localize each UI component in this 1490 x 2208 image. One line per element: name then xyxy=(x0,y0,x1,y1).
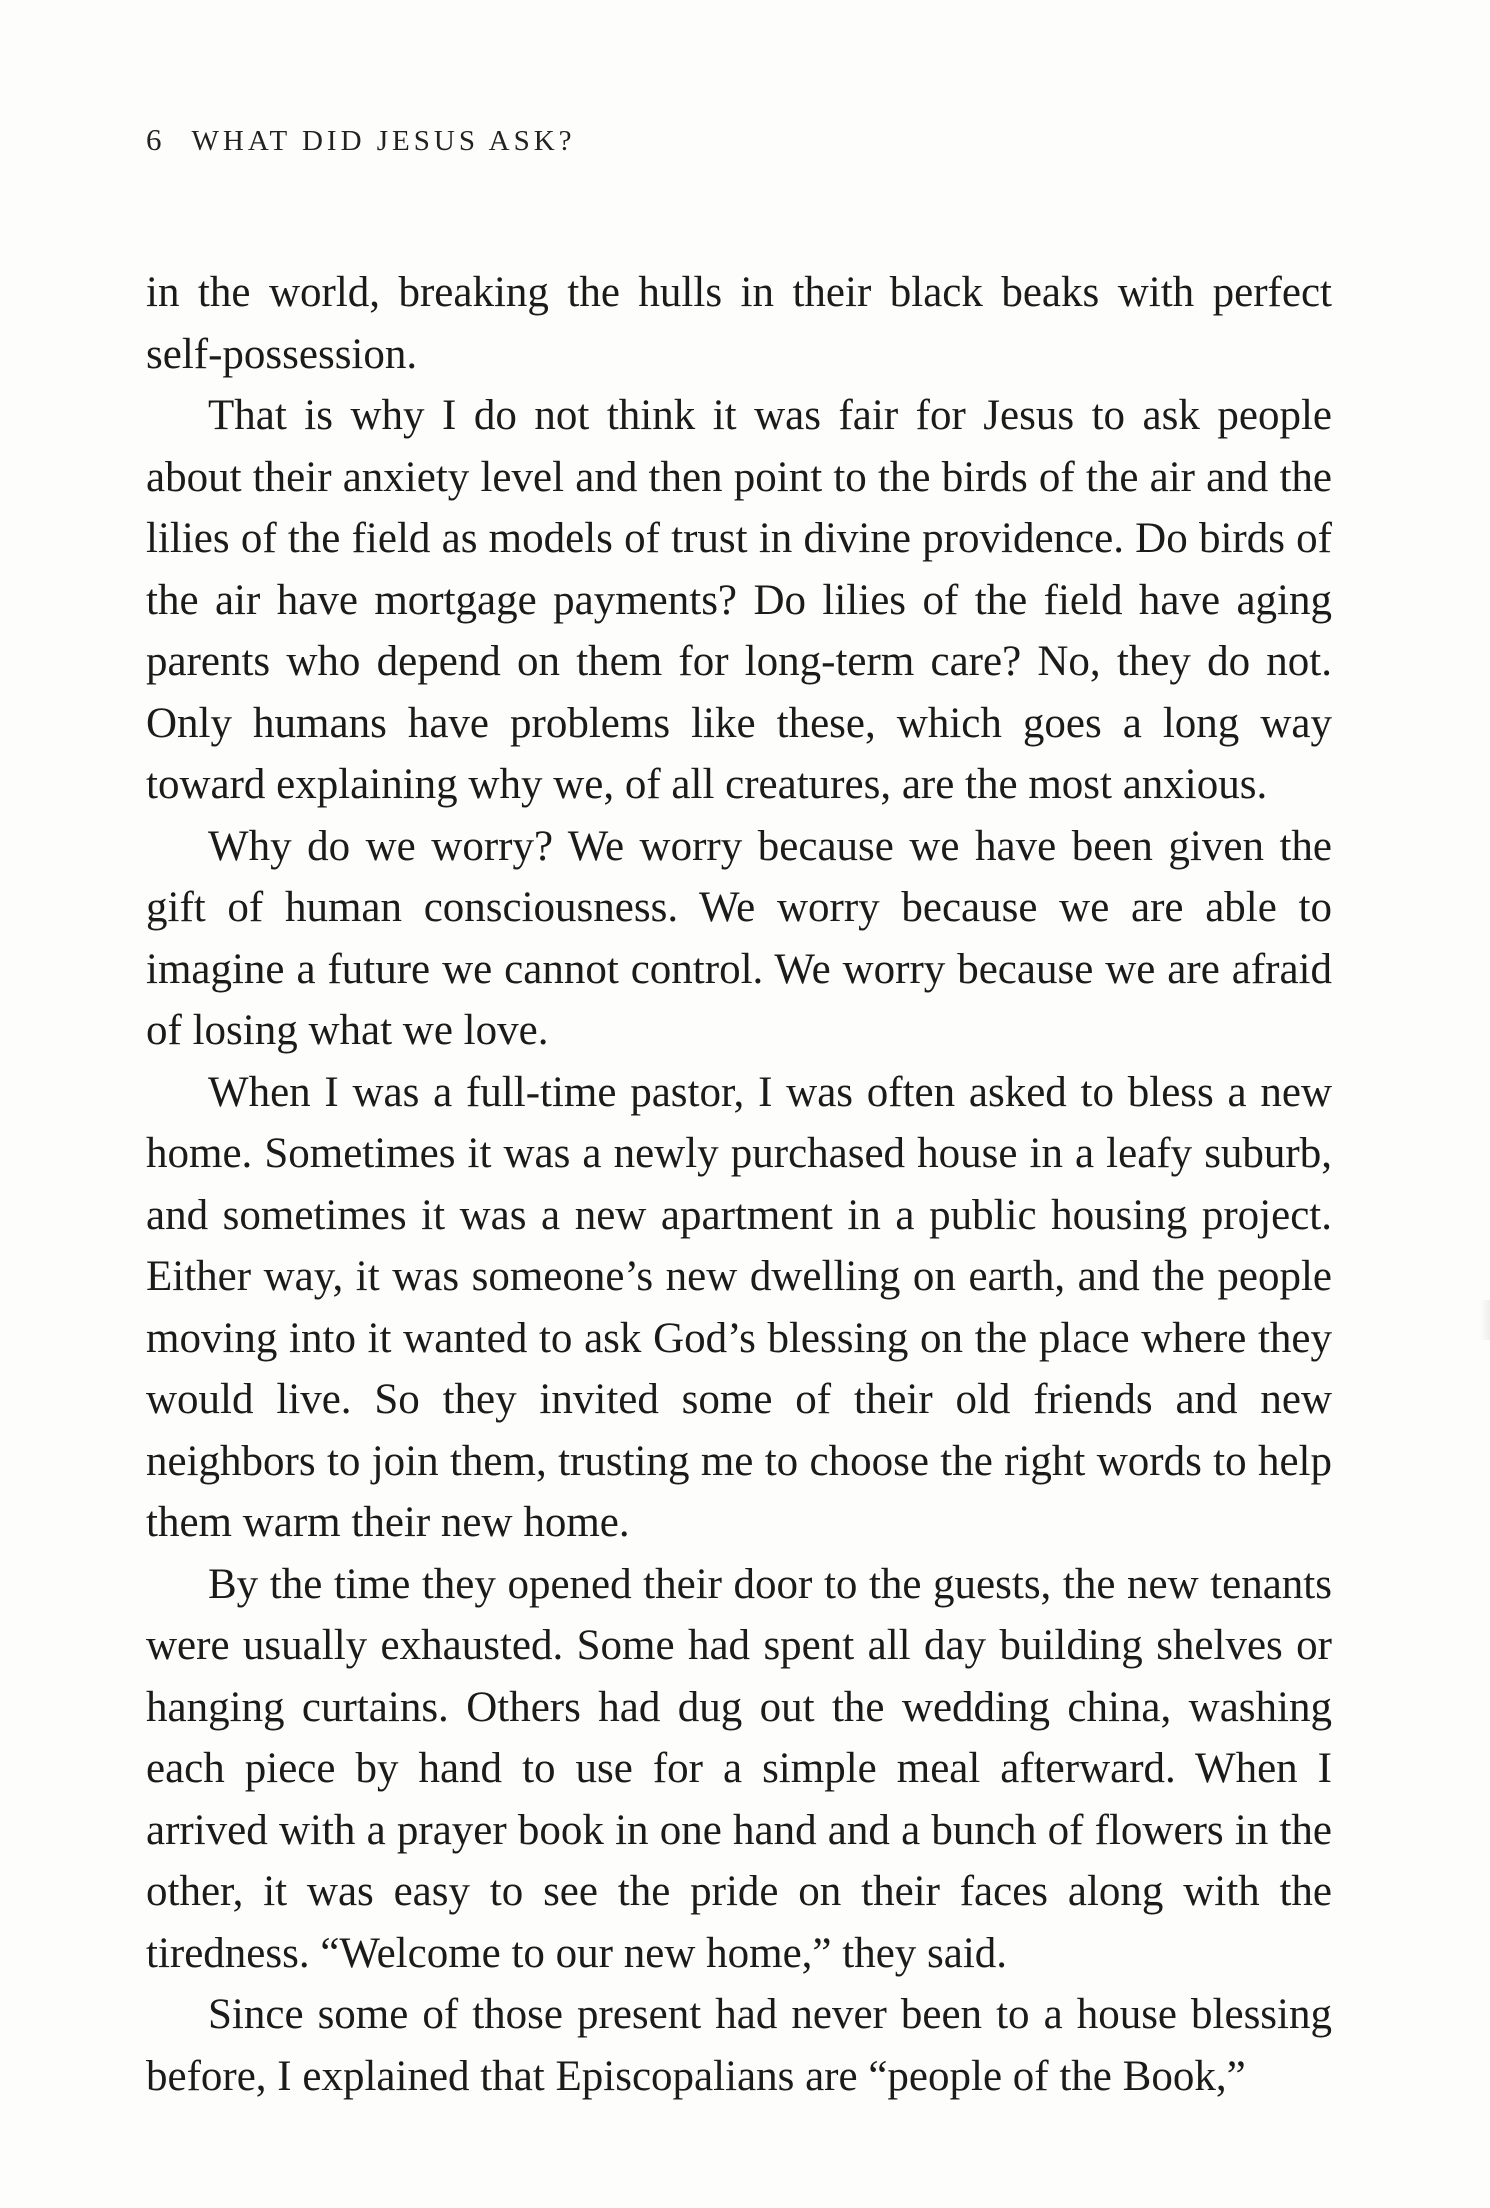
book-title: WHAT DID JESUS ASK? xyxy=(191,125,576,157)
paragraph: Since some of those present had never been to a house blessing before, I explained that Episcopalians are “people of the Book,” xyxy=(146,1991,1332,2100)
page-edge-shadow xyxy=(1480,1300,1490,1340)
paragraph: That is why I do not think it was fair for Jesus to ask people about their anxiety level and then point to the birds of the air and the lilies of the field as models of trust in divine providence. Do birds of the air have mortgage payments? Do lilies of the field have aging parents who depend on them for long-term care? No, they do not. Only humans have problems like these, which goes a long way toward explaining why we, of all creatures, are the most anxious. xyxy=(146,392,1332,808)
paragraph: in the world, breaking the hulls in their black beaks with perfect self-possession. xyxy=(146,269,1332,378)
running-head xyxy=(146,122,576,158)
paragraph: Why do we worry? We worry because we have been given the gift of human consciousness. We worry because we are able to imagine a future we cannot control. We worry because we are afraid of losing what we love. xyxy=(146,822,1332,1054)
page-number: 6 xyxy=(146,122,162,157)
paragraph: When I was a full-time pastor, I was often asked to bless a new home. Sometimes it was a newly purchased house in a leafy suburb, and sometimes it was a new apartment in a public housing project. Either way, it was someone’s new dwelling on earth, and the people moving into it wanted to ask God’s blessing on the place where they would live. So they invited some of their old friends and new neighbors to join them, trusting me to choose the right words to help them warm their new home. xyxy=(146,1068,1332,1546)
body-text xyxy=(146,262,1332,2107)
paragraph: By the time they opened their door to the guests, the new tenants were usually exhausted. Some had spent all day building shelves or hanging curtains. Others had dug out the wedding china, washing each piece by hand to use for a simple meal afterward. When I arrived with a prayer book in one hand and a bunch of flowers in the other, it was easy to see the pride on their faces along with the tiredness. “Welcome to our new home,” they said. xyxy=(146,1560,1332,1977)
